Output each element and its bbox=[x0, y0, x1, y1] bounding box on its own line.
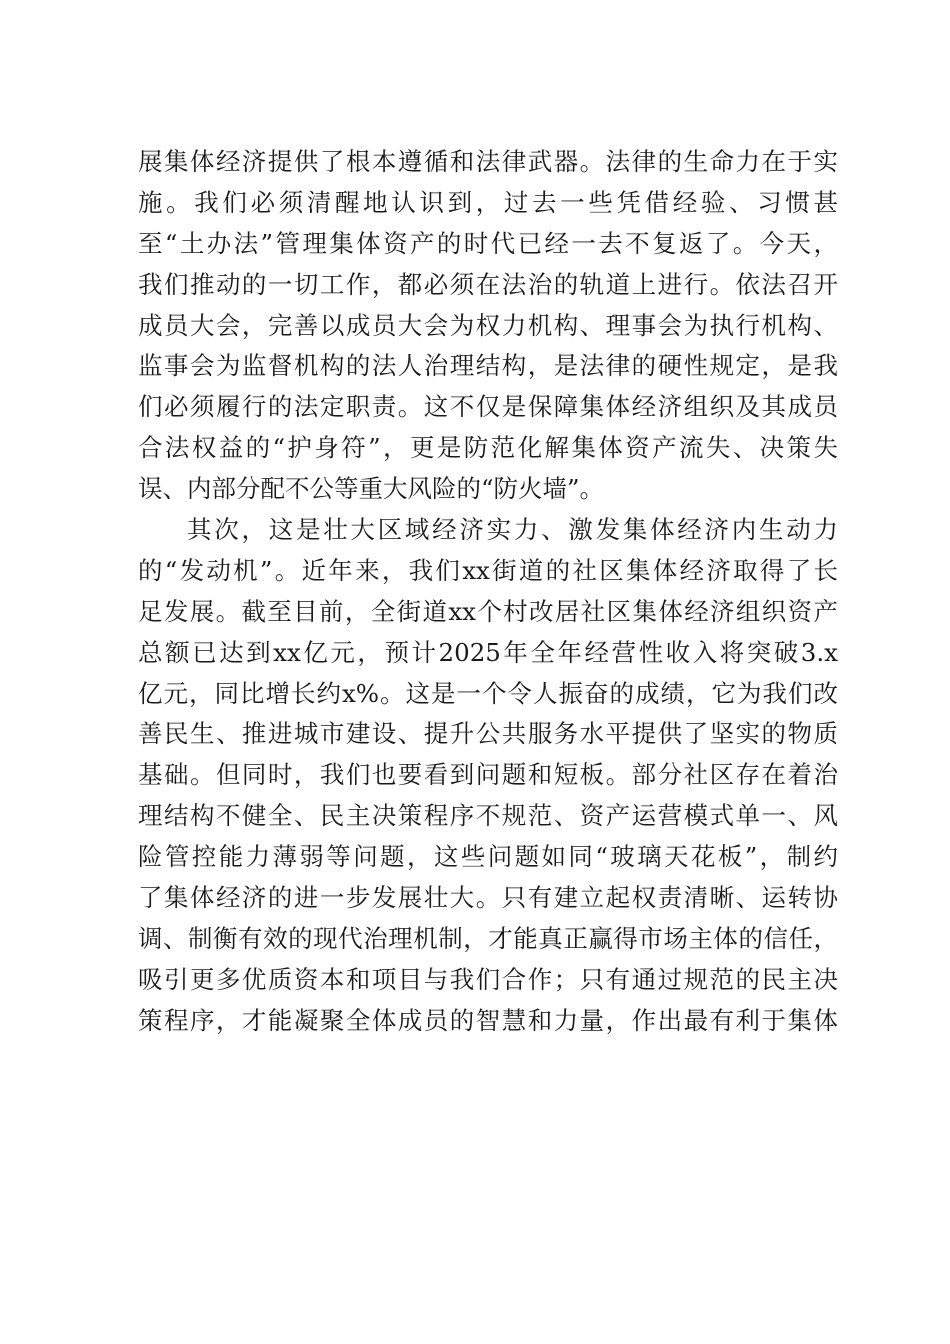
text-line: 调、制衡有效的现代治理机制，才能真正赢得市场主体的信任， bbox=[138, 923, 838, 953]
text-line: 善民生、推进城市建设、提升公共服务水平提供了坚实的物质 bbox=[138, 719, 838, 749]
text-line: 至“土办法”管理集体资产的时代已经一去不复返了。今天， bbox=[138, 228, 838, 258]
text-line: 们必须履行的法定职责。这不仅是保障集体经济组织及其成员 bbox=[138, 392, 838, 422]
text-line: 理结构不健全、民主决策程序不规范、资产运营模式单一、风 bbox=[138, 801, 838, 831]
text-line: 了集体经济的进一步发展壮大。只有建立起权责清晰、运转协 bbox=[138, 883, 838, 913]
text-line: 总额已达到xx亿元，预计2025年全年经营性收入将突破3.x bbox=[138, 637, 838, 667]
paragraph-end-line: 误、内部分配不公等重大风险的“防火墙”。 bbox=[138, 474, 605, 504]
paragraph-first-line: 其次，这是壮大区域经济实力、激发集体经济内生动力 bbox=[187, 515, 838, 545]
body-text bbox=[138, 142, 838, 1042]
text-line: 基础。但同时，我们也要看到问题和短板。部分社区存在着治 bbox=[138, 760, 838, 790]
text-line: 成员大会，完善以成员大会为权力机构、理事会为执行机构、 bbox=[138, 310, 838, 340]
text-line: 吸引更多优质资本和项目与我们合作；只有通过规范的民主决 bbox=[138, 964, 838, 994]
text-line: 险管控能力薄弱等问题，这些问题如同“玻璃天花板”，制约 bbox=[138, 842, 838, 872]
text-line: 监事会为监督机构的法人治理结构，是法律的硬性规定，是我 bbox=[138, 351, 838, 381]
text-line: 的“发动机”。近年来，我们xx街道的社区集体经济取得了长 bbox=[138, 555, 838, 585]
text-line: 我们推动的一切工作，都必须在法治的轨道上进行。依法召开 bbox=[138, 269, 838, 299]
text-line: 展集体经济提供了根本遵循和法律武器。法律的生命力在于实 bbox=[138, 147, 838, 176]
text-line: 施。我们必须清醒地认识到，过去一些凭借经验、习惯甚 bbox=[138, 187, 838, 217]
text-line: 足发展。截至目前，全街道xx个村改居社区集体经济组织资产 bbox=[138, 596, 838, 626]
text-line: 合法权益的“护身符”，更是防范化解集体资产流失、决策失 bbox=[138, 433, 838, 463]
text-line: 策程序，才能凝聚全体成员的智慧和力量，作出最有利于集体 bbox=[138, 1005, 838, 1035]
text-line: 亿元，同比增长约x%。这是一个令人振奋的成绩，它为我们改 bbox=[138, 678, 838, 708]
